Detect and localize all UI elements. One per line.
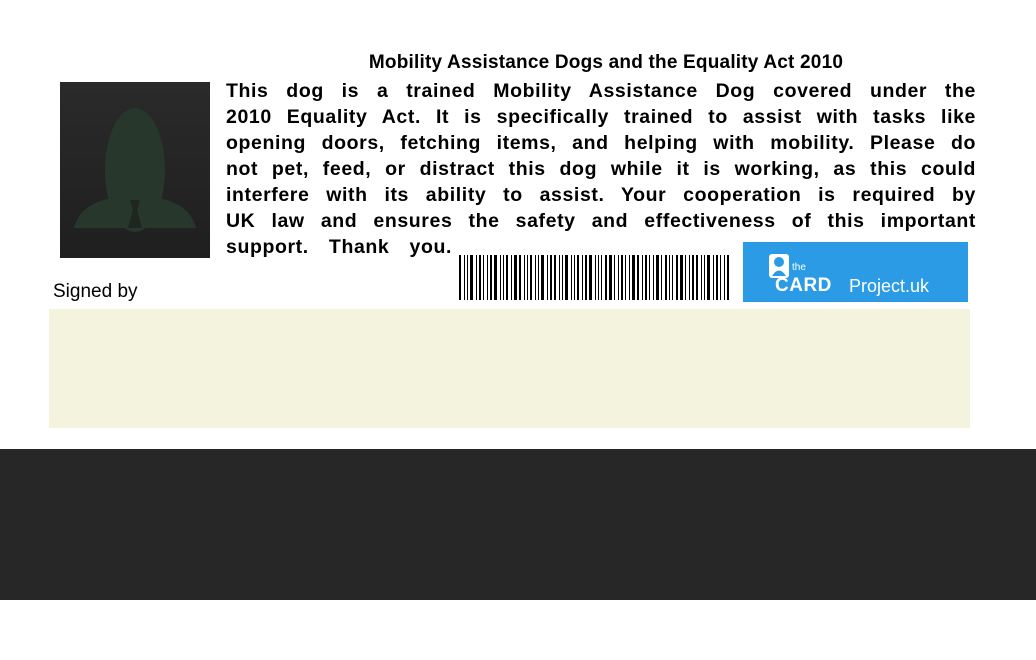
body-line: not pet, feed, or distract this dog while it is working, as this could xyxy=(226,158,976,180)
signature-box xyxy=(49,309,970,428)
card-project-logo xyxy=(743,242,968,302)
logo-project: Project.uk xyxy=(849,276,930,296)
body-line: opening doors, fetching items, and helping with mobility. Please do xyxy=(226,132,976,154)
body-line: 2010 Equality Act. It is specifically trained to assist with tasks like xyxy=(226,106,976,128)
body-line: interfere with its ability to assist. Your cooperation is required by xyxy=(226,184,976,206)
barcode xyxy=(458,255,734,300)
logo-card: CARD xyxy=(775,275,832,296)
photo-placeholder xyxy=(60,82,210,258)
footer-band xyxy=(0,449,1036,600)
signed-by-label: Signed by xyxy=(53,281,138,302)
card-body-text xyxy=(226,78,976,260)
person-silhouette-icon xyxy=(60,82,210,258)
body-line: UK law and ensures the safety and effectiveness of this important xyxy=(226,210,976,232)
body-line: support. Thank you. xyxy=(226,236,452,258)
body-line: This dog is a trained Mobility Assistance Dog covered under the xyxy=(226,80,976,102)
logo-the: the xyxy=(792,262,806,273)
card-title: Mobility Assistance Dogs and the Equality Act 2010 xyxy=(368,52,844,73)
